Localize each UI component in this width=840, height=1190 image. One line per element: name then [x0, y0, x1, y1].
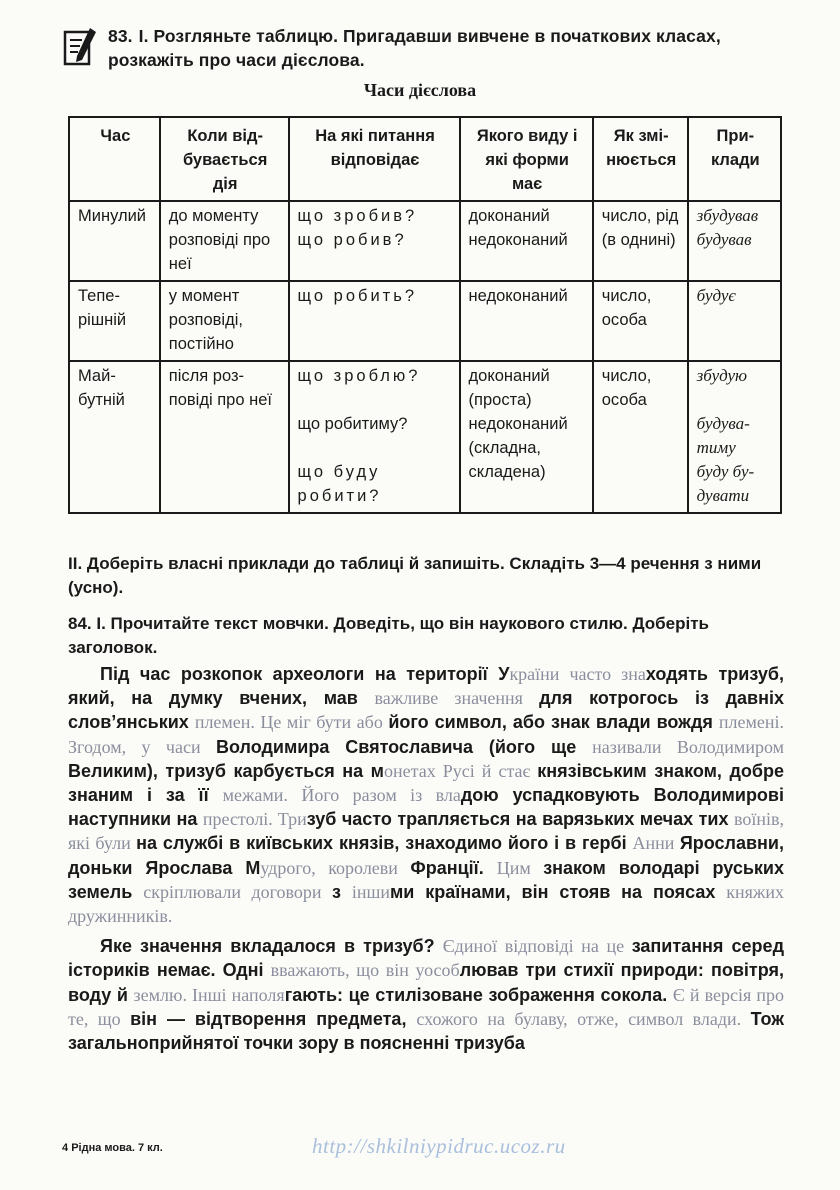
cell-when: після розповіді про неї — [160, 361, 289, 513]
text-run: лював три стихії природи: повітря, воду й — [68, 960, 784, 1005]
cell-aspect: недоконаний — [460, 281, 593, 361]
table-title: Часи дієслова — [363, 80, 477, 100]
notebook-pencil-icon — [62, 26, 98, 68]
question: що робитиму? — [297, 415, 408, 433]
table-row — [69, 361, 781, 513]
question: що буду робити? — [297, 463, 382, 505]
text-run: Тож загальноприйнятої точки зору в поясненні тризуба — [68, 1008, 785, 1054]
cell-questions — [289, 201, 460, 281]
cell-aspect: доконаний (проста) недоконаний (складна, складена) — [460, 361, 593, 513]
page-number: 4 — [62, 1142, 69, 1154]
cell-examples — [688, 281, 781, 361]
cell-examples — [688, 361, 781, 513]
text-run: ходять тризуб, який, на думку вчених, мав — [68, 664, 784, 709]
question: що робить? — [297, 287, 418, 305]
question: що зроблю? — [297, 367, 421, 385]
example: будував — [696, 230, 752, 249]
faint-text-run: Є й версія про те, що — [68, 984, 784, 1029]
cell-questions — [289, 361, 460, 513]
watermark: http://shkilniypidruc.ucoz.ru — [312, 1134, 566, 1158]
cell-examples — [688, 201, 781, 281]
exercise-83-header — [62, 24, 782, 72]
text-run: Франції. — [410, 857, 497, 878]
faint-text-run: воїнів, які були — [68, 809, 784, 854]
table-header-row — [69, 117, 781, 201]
cell-when: у момент розповіді, постійно — [160, 281, 289, 361]
faint-text-run: Його разом із вла — [301, 785, 461, 806]
book-title: Рідна мова. 7 кл. — [71, 1142, 163, 1154]
example: будує — [696, 286, 736, 305]
faint-text-run: називали Володимиром — [592, 736, 784, 757]
faint-text-run: престолі. Три — [202, 809, 307, 830]
text-run: його символ, або знак влади вождя — [388, 712, 719, 733]
page-footer — [62, 1142, 163, 1154]
cell-changes: число, особа — [593, 361, 688, 513]
cell-changes: число, рід (в однині) — [593, 201, 688, 281]
faint-text-run: межами. — [222, 785, 302, 806]
faint-text-run: онетах Русі й стає — [384, 760, 538, 781]
paragraph — [68, 662, 784, 928]
example: буду будувати — [696, 462, 755, 505]
cell-changes: число, особа — [593, 281, 688, 361]
faint-text-run: княжих дружинників. — [68, 881, 784, 927]
text-run: він — відтворення предмета, — [130, 1008, 417, 1029]
exercise-84-instruction: 84. І. Прочитайте текст мовчки. Доведіть, що він наукового стилю. Доберіть заголовок. — [68, 614, 709, 657]
text-run: Володимира Святославича (його ще — [215, 736, 593, 757]
cell-tense: Майбутній — [69, 361, 160, 513]
exercise-instruction: І. Розгляньте таблицю. Пригадавши вивчене в початкових класах, розкажіть про часи дієслова. — [108, 26, 721, 70]
text-run: гають: це стилізоване зображення сокола. — [284, 984, 673, 1005]
header-changes: Як змінюється — [593, 117, 688, 201]
header-examples: Приклади — [688, 117, 781, 201]
faint-text-run: наполя — [231, 984, 285, 1005]
cell-tense: Теперішній — [69, 281, 160, 361]
example: збудував — [696, 206, 759, 225]
example: будуватиму — [696, 414, 750, 457]
faint-text-run: вважають, що він уособ — [270, 960, 460, 981]
cell-aspect: доконаний недоконаний — [460, 201, 593, 281]
header-tense: Час — [69, 117, 160, 201]
table-row — [69, 201, 781, 281]
faint-text-run: племен. Це міг бути або — [194, 712, 389, 733]
text-run: Ярославни, доньки Ярослава М — [68, 833, 784, 878]
text-run: на службі в київських князів, знаходимо його і в гербі — [136, 833, 633, 854]
header-when: Коли відбувається дія — [160, 117, 289, 201]
verb-tenses-table — [68, 116, 782, 514]
text-run: Під час розкопок археологи на території У — [100, 664, 510, 684]
exercise-number: 83. — [108, 26, 133, 46]
text-run: Яке значення вкладалося в тризуб? — [100, 936, 443, 957]
example: збудую — [696, 366, 748, 385]
text-run: з — [331, 881, 352, 902]
faint-text-run: важливе значення — [374, 688, 540, 709]
cell-when: до моменту розповіді про неї — [160, 201, 289, 281]
header-aspect: Якого виду і які форми має — [460, 117, 593, 201]
text-run: дою успадковують Володимирові наступники на — [68, 785, 784, 830]
exercise-83-part-2: ІІ. Доберіть власні приклади до таблиці й запишіть. Складіть 3—4 речення з ними (усно). — [68, 554, 762, 597]
exercise-84-text — [68, 662, 784, 1061]
faint-text-run: влади. — [692, 1008, 751, 1029]
paragraph — [68, 934, 784, 1055]
text-run: для котрогось із давніх слов’янських — [68, 688, 784, 733]
text-run: знаком володарі руських земель — [68, 857, 785, 902]
faint-text-run: Цим — [496, 857, 544, 878]
text-run: князівським знаком, добре знаним і за її — [68, 760, 784, 806]
cell-questions — [289, 281, 460, 361]
faint-text-run: схожого на булаву, отже, символ — [416, 1008, 693, 1029]
faint-text-run: племені. Згодом, у часи — [68, 712, 784, 757]
question: що робив? — [297, 231, 407, 249]
text-run: ми країнами, він стояв на поясах — [389, 881, 727, 902]
faint-text-run: землю. Інші — [133, 984, 232, 1005]
faint-text-run: інши — [351, 881, 390, 902]
faint-text-run: Єдиної відповіді на це — [442, 936, 632, 957]
cell-tense: Минулий — [69, 201, 160, 281]
faint-text-run: удрого, — [260, 857, 329, 878]
text-run: Великим), тризуб карбується на м — [68, 760, 384, 781]
faint-text-run: королеви — [328, 857, 411, 878]
header-questions: На які питання відповідає — [289, 117, 460, 201]
text-run: зуб часто трапляється на варязьких мечах тих — [306, 809, 734, 830]
text-run: запитання серед істориків немає. Одні — [68, 936, 784, 981]
faint-text-run: країни часто зна — [509, 664, 646, 684]
faint-text-run: Анни — [632, 833, 680, 854]
exercise-83-text — [108, 24, 782, 72]
table-row — [69, 281, 781, 361]
faint-text-run: скріплювали договори — [143, 881, 332, 902]
question: що зробив? — [297, 207, 418, 225]
